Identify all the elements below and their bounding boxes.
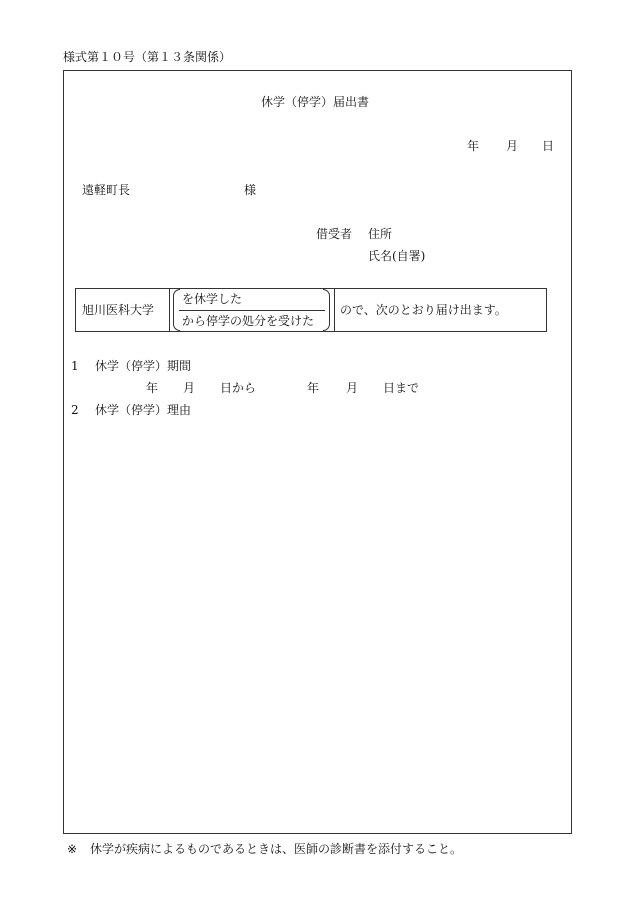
form-number: 様式第１０号（第１３条関係）	[63, 50, 232, 64]
form-frame	[63, 70, 572, 834]
footnote-mark: ※	[67, 842, 78, 856]
addressee-name: 遠軽町長	[82, 183, 131, 197]
borrower-label: 借受者	[316, 227, 353, 241]
period-from-day: 日から	[220, 381, 257, 395]
period-to-year: 年	[307, 381, 320, 395]
period-to-day: 日まで	[383, 381, 420, 395]
period-to-month: 月	[346, 381, 359, 395]
item-2-number: 2	[71, 403, 79, 417]
item-1-number: 1	[71, 359, 79, 373]
footnote-text: 休学が疾病によるものであるときは、医師の診断書を添付すること。	[90, 842, 463, 856]
statement-divider-right	[334, 289, 335, 331]
period-from-year: 年	[146, 381, 159, 395]
date-day: 日	[542, 139, 555, 153]
option-suspension: から停学の処分を受けた	[182, 314, 315, 328]
period-from-month: 月	[183, 381, 196, 395]
address-label: 住所	[368, 227, 393, 241]
option-separator	[179, 310, 325, 311]
addressee-honorific: 様	[244, 183, 257, 197]
item-1-label: 休学（停学）期間	[95, 359, 192, 373]
item-2-label: 休学（停学）理由	[95, 403, 192, 417]
university-name: 旭川医科大学	[82, 303, 155, 317]
statement-suffix: ので、次のとおり届け出ます。	[340, 303, 507, 317]
option-leave: を休学した	[182, 292, 243, 306]
statement-divider-left	[169, 289, 170, 331]
date-month: 月	[506, 139, 519, 153]
date-year: 年	[467, 139, 480, 153]
name-label: 氏名(自署)	[368, 249, 426, 263]
form-title: 休学（停学）届出書	[261, 95, 370, 109]
